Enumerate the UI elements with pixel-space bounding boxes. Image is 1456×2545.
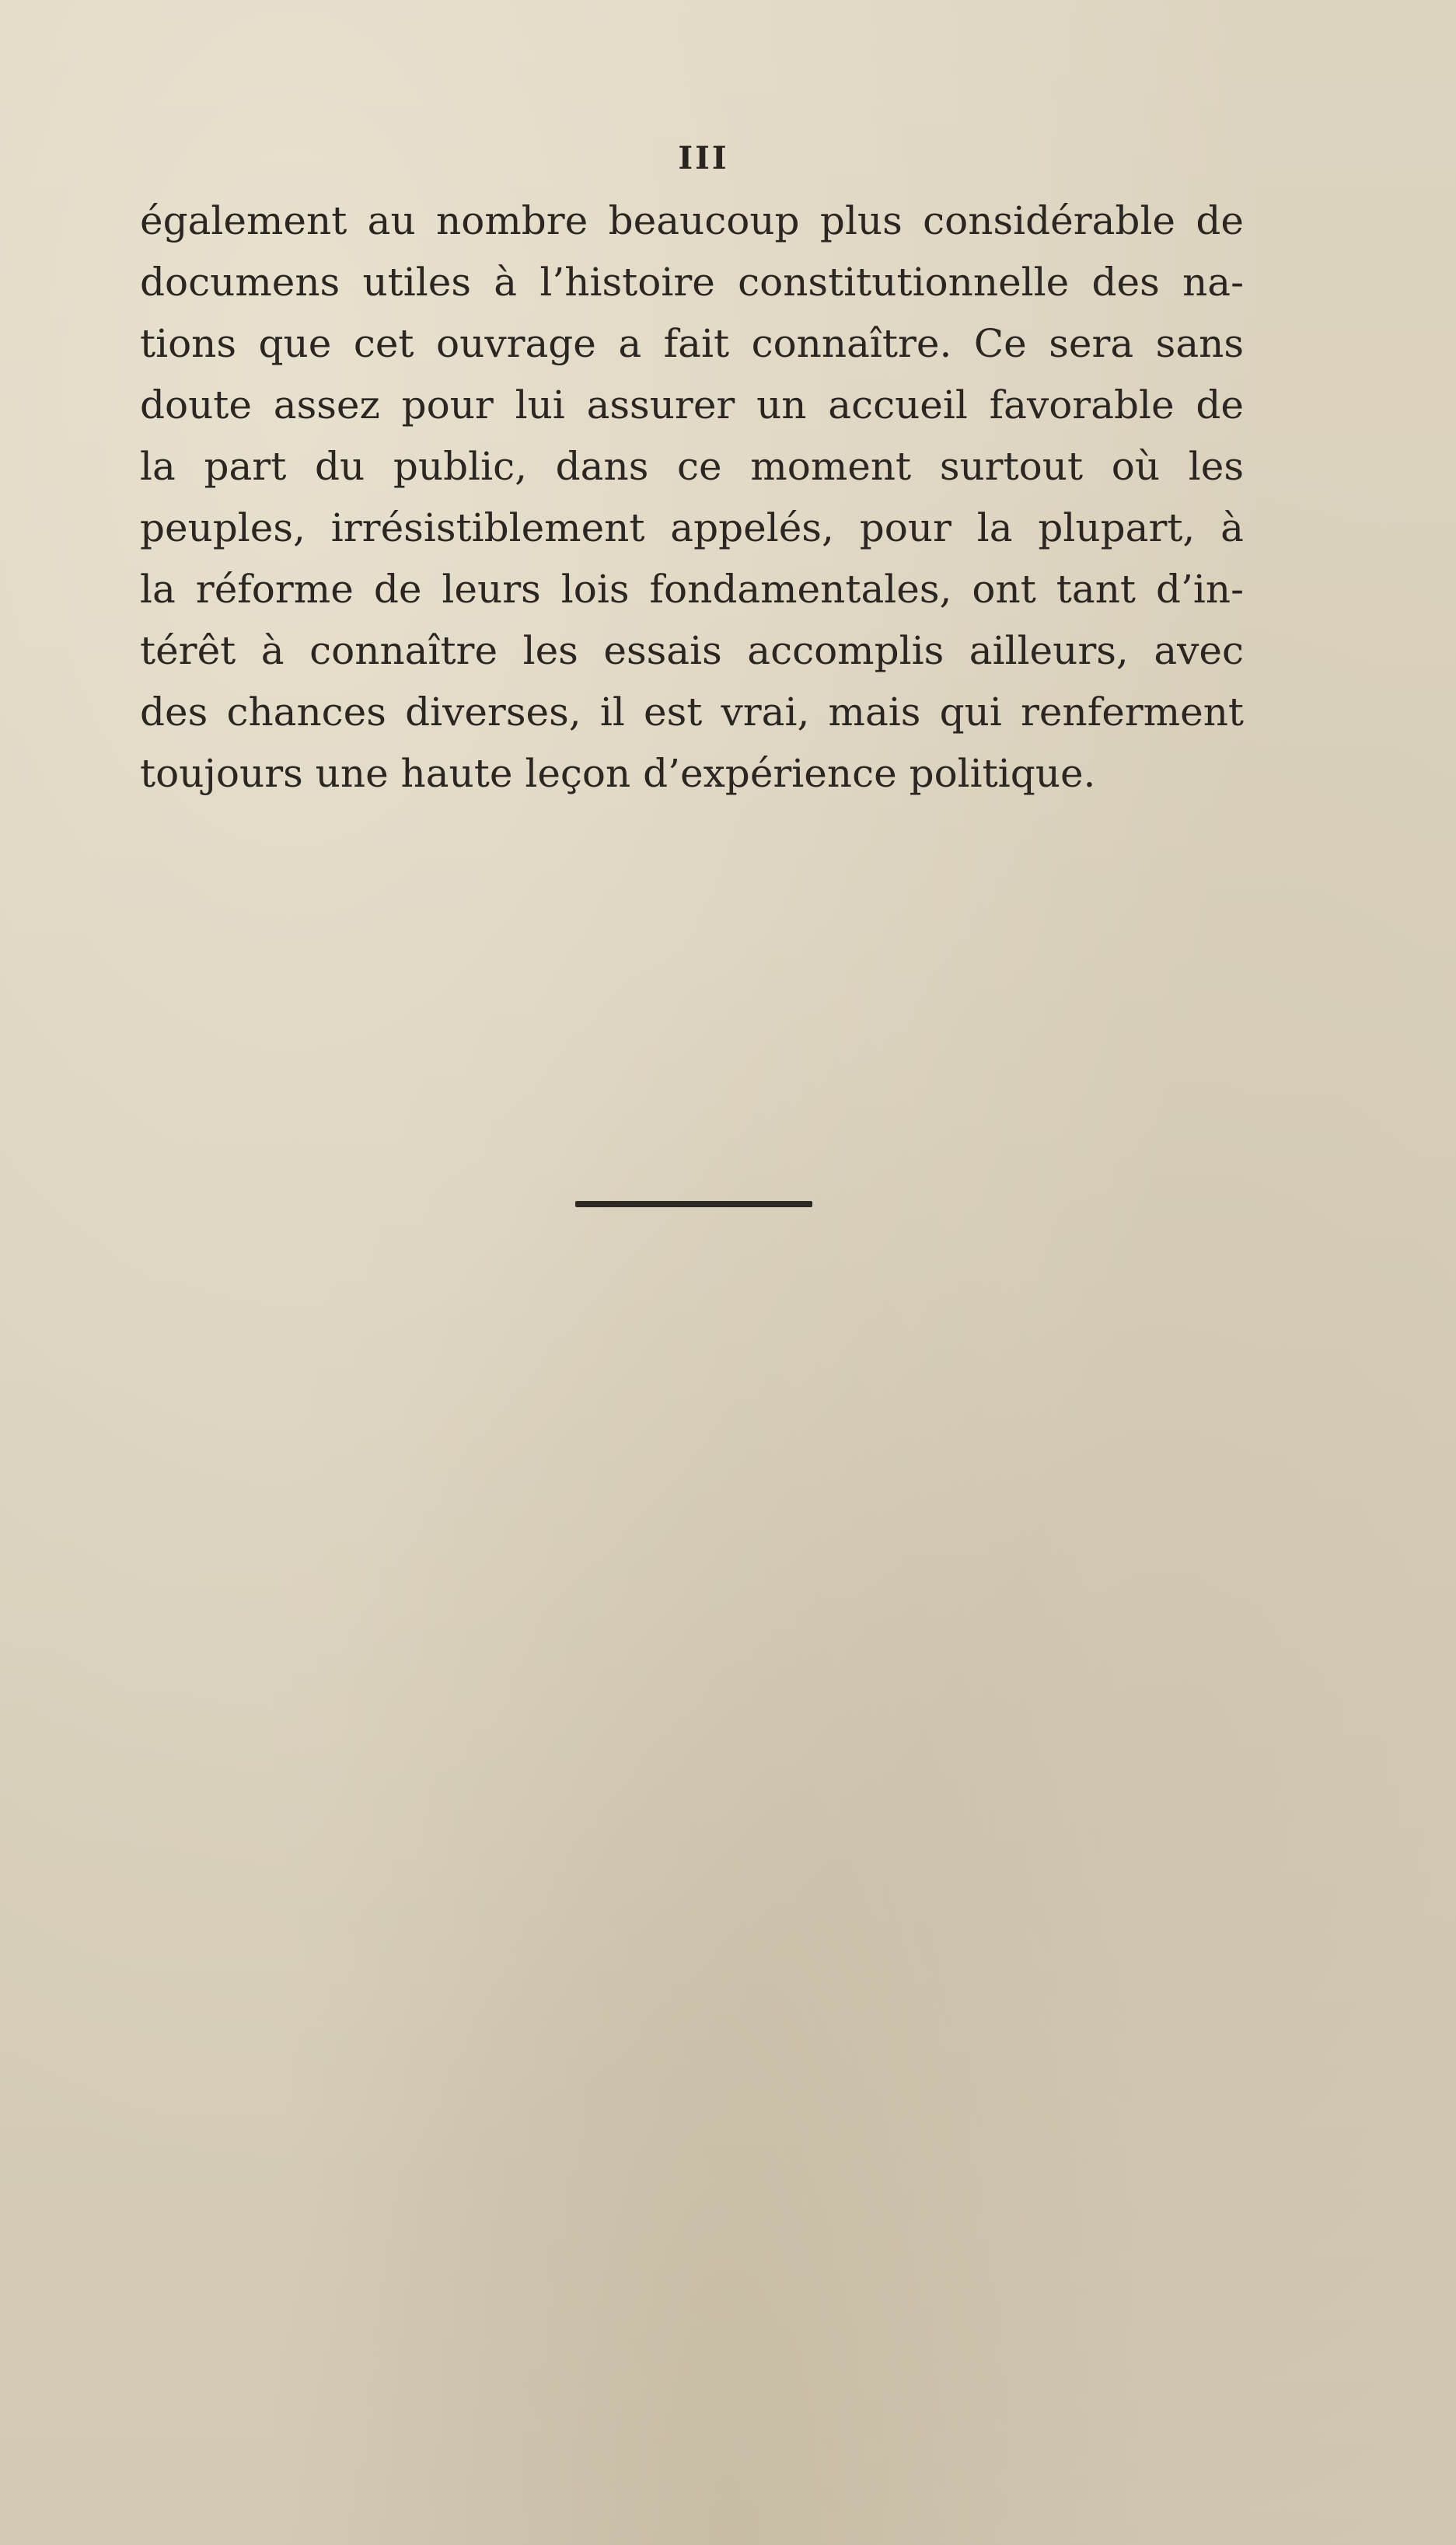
text-line: térêt à connaître les essais accomplis ailleurs, avec bbox=[140, 628, 1244, 673]
text-line: la réforme de leurs lois fondamentales, ont tant d’in- bbox=[140, 567, 1244, 612]
page-number: III bbox=[678, 140, 729, 176]
body-paragraph bbox=[140, 190, 1244, 805]
text-line: la part du public, dans ce moment surtout où les bbox=[140, 444, 1244, 489]
text-line: tions que cet ouvrage a fait connaître. Ce sera sans bbox=[140, 321, 1244, 366]
text-line: des chances diverses, il est vrai, mais qui renferment bbox=[140, 689, 1244, 735]
text-line: également au nombre beaucoup plus considérable de bbox=[140, 198, 1244, 243]
text-line: doute assez pour lui assurer un accueil favorable de bbox=[140, 382, 1244, 428]
text-line: toujours une haute leçon d’expérience politique. bbox=[140, 751, 1096, 796]
text-line: documens utiles à l’histoire constitutionnelle des na- bbox=[140, 260, 1244, 305]
text-line: peuples, irrésistiblement appelés, pour la plupart, à bbox=[140, 505, 1244, 550]
section-divider-rule bbox=[575, 1201, 812, 1207]
